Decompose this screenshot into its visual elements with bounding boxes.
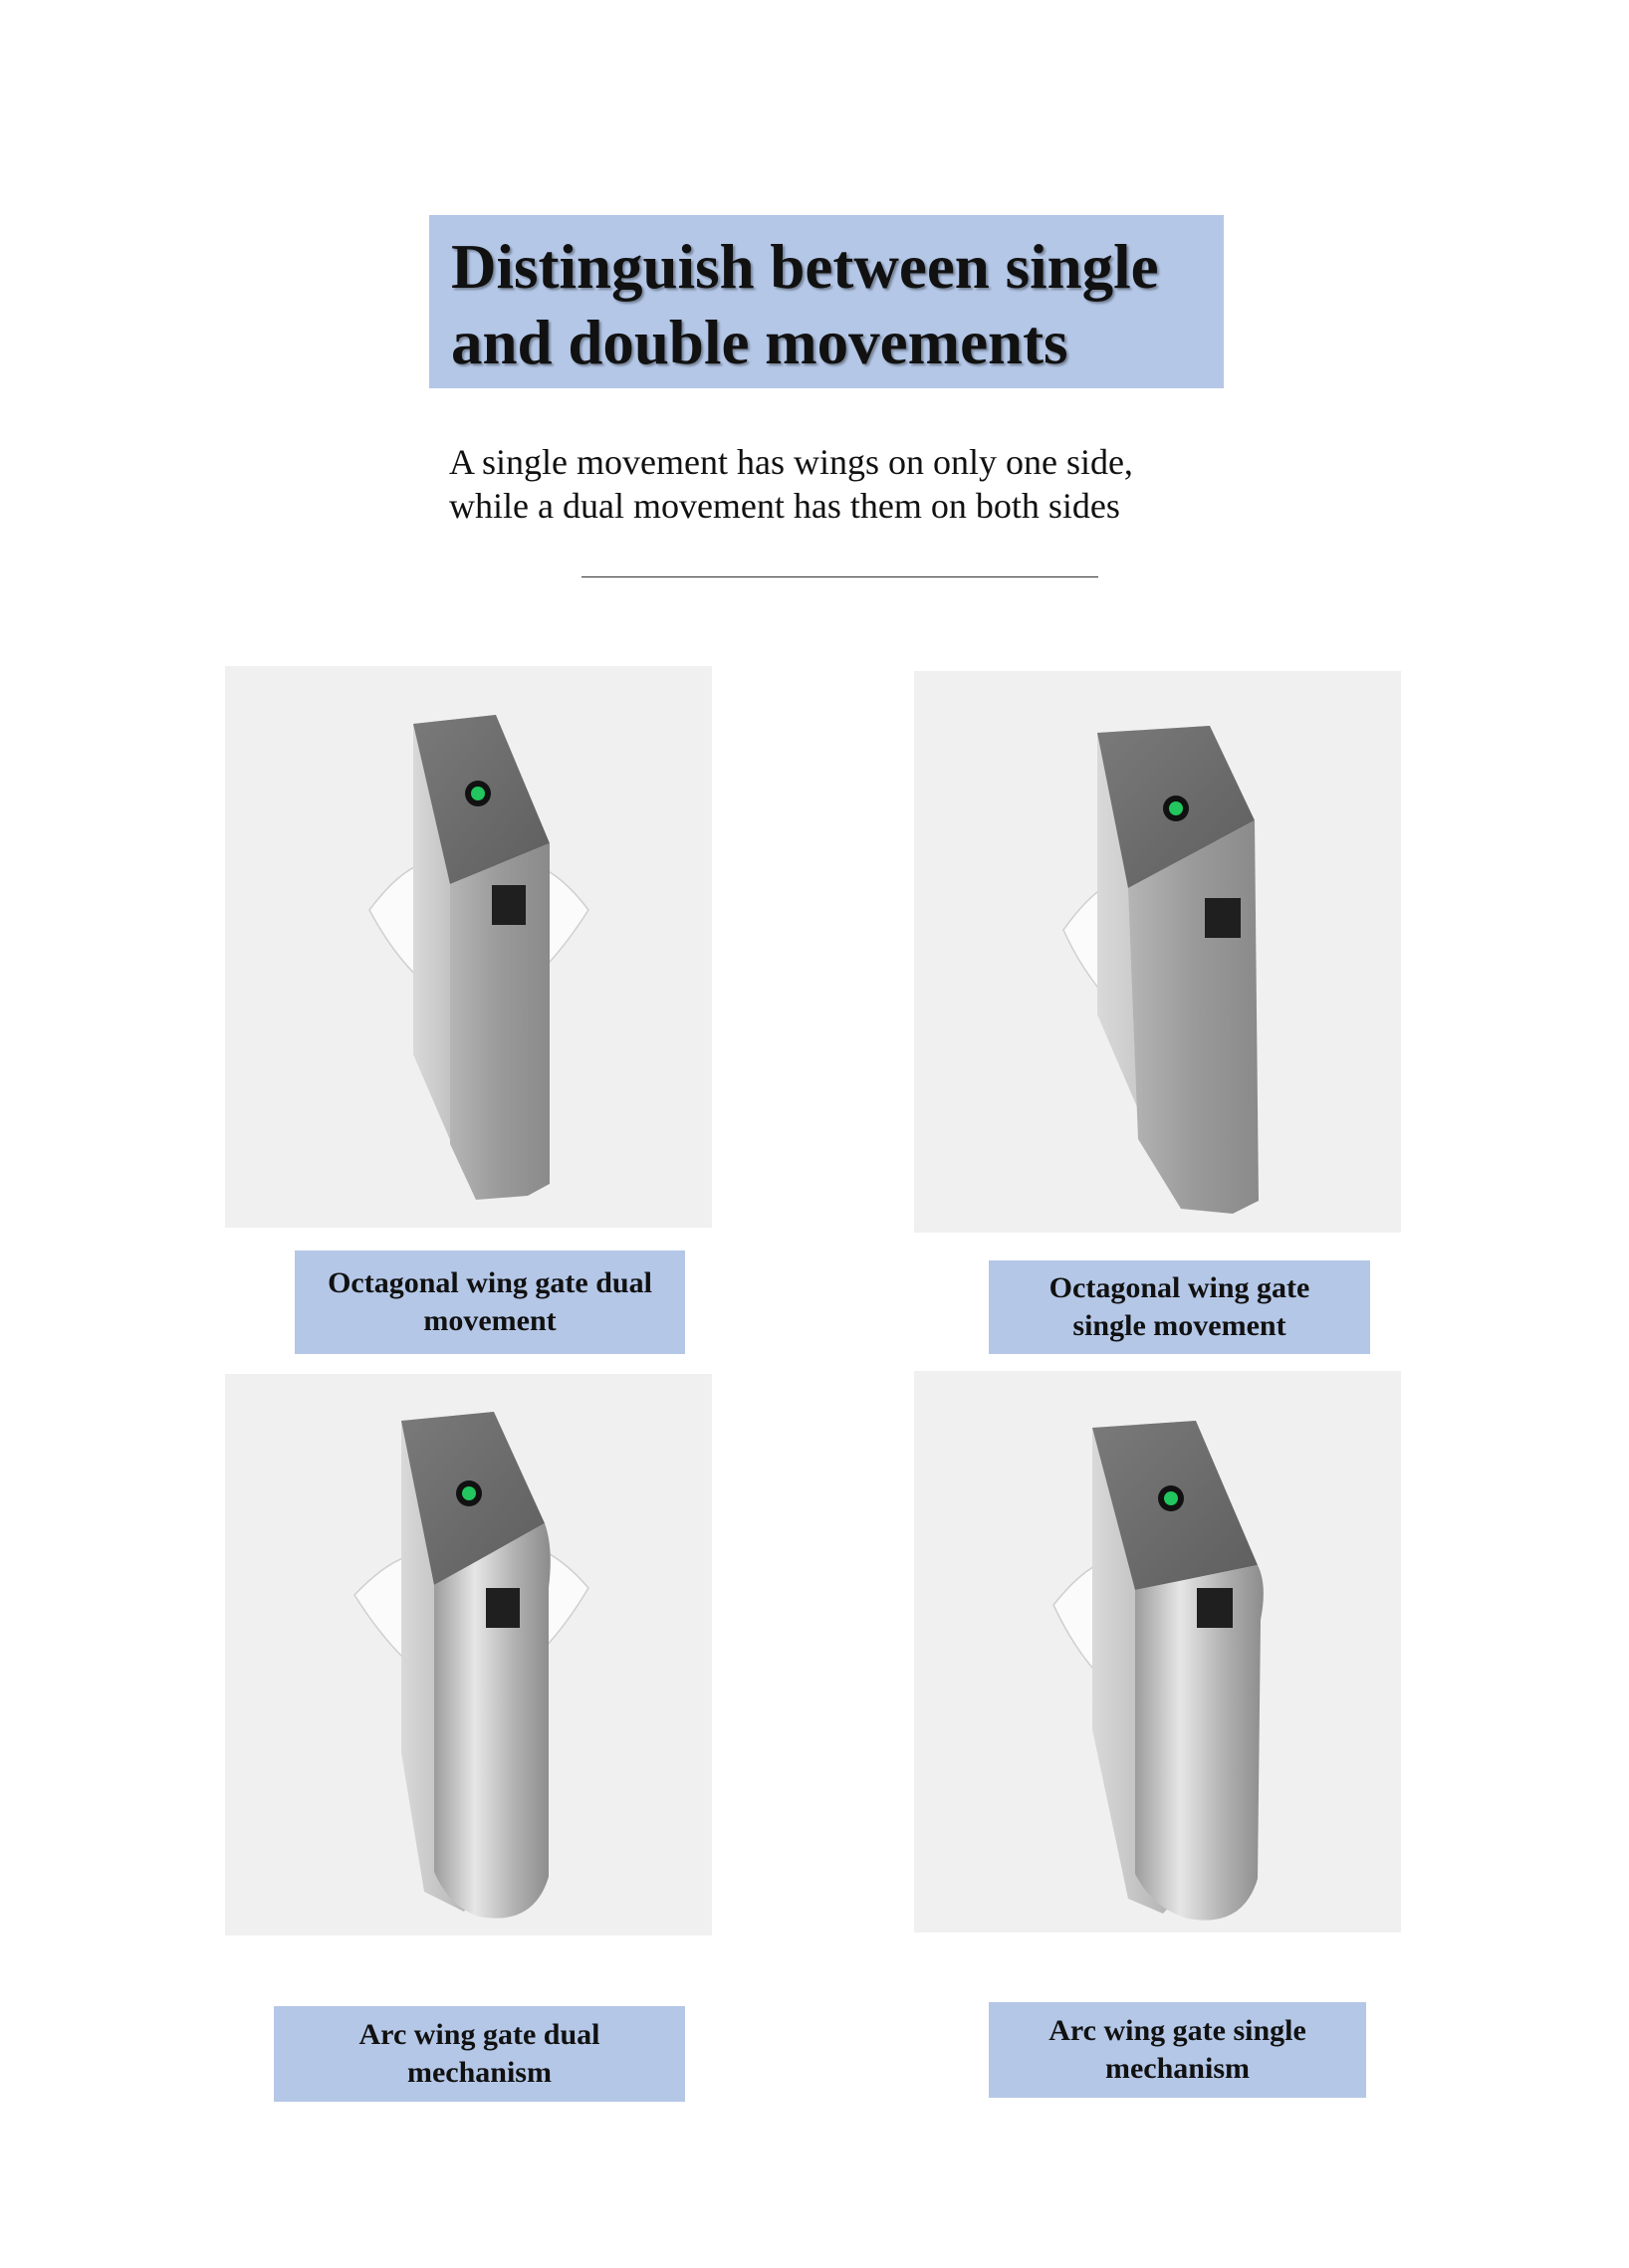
caption-octagonal-dual — [295, 1250, 685, 1354]
title-banner — [429, 215, 1224, 388]
caption-line-1: Octagonal wing gate dual — [328, 1266, 652, 1299]
caption-octagonal-single — [989, 1260, 1370, 1354]
octagonal-single-gate-image — [914, 671, 1401, 1233]
caption-line-1: Arc wing gate dual — [358, 2018, 600, 2051]
description-line-1: A single movement has wings on only one side, — [449, 442, 1133, 482]
caption-line-1: Octagonal wing gate — [1048, 1271, 1310, 1304]
title-line-2: and double movements — [451, 308, 1068, 377]
description — [449, 440, 1206, 528]
page-title — [451, 229, 1224, 380]
caption-line-2: single movement — [1072, 1309, 1286, 1342]
title-line-1: Distinguish between single — [451, 232, 1159, 302]
caption-arc-single — [989, 2002, 1366, 2098]
caption-line-2: movement — [423, 1304, 557, 1337]
caption-line-1: Arc wing gate single — [1048, 2014, 1306, 2047]
caption-line-2: mechanism — [406, 2056, 552, 2089]
caption-line-2: mechanism — [1105, 2052, 1250, 2085]
arc-single-gate-image — [914, 1371, 1401, 1932]
green-indicator — [471, 787, 485, 800]
divider — [582, 576, 1098, 577]
caption-arc-dual — [274, 2006, 685, 2102]
arc-dual-gate-image — [225, 1374, 712, 1935]
octagonal-dual-gate-image — [225, 666, 712, 1228]
description-line-2: while a dual movement has them on both sides — [449, 486, 1120, 526]
